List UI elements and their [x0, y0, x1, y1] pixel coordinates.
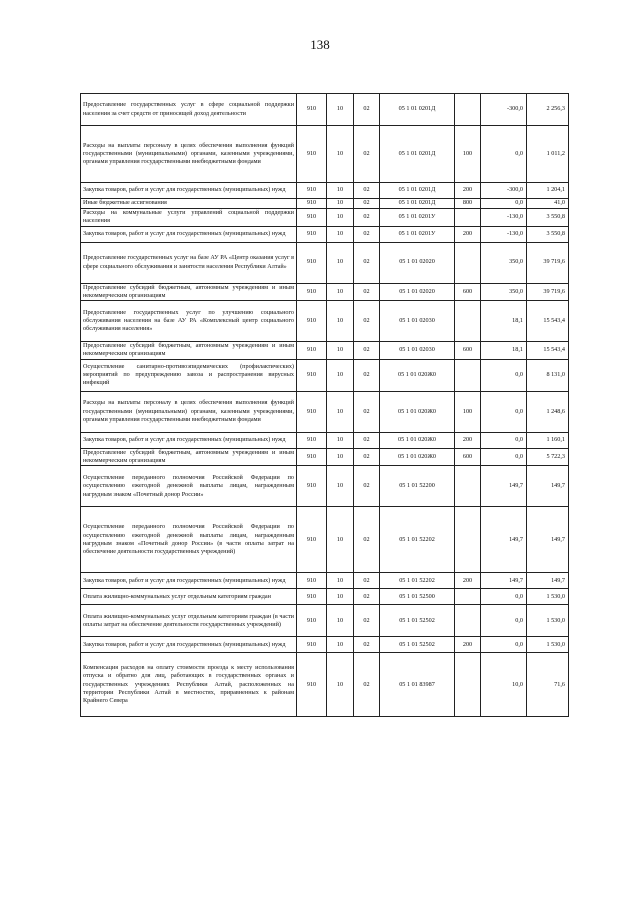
- expense-type-cell: 200: [455, 573, 481, 589]
- subsection-code-cell: 02: [354, 653, 380, 717]
- ministry-code-cell: 910: [297, 209, 327, 227]
- table-row: [81, 242, 569, 283]
- table-row: [81, 342, 569, 360]
- target-article-cell: 05 1 01 0201Д: [380, 126, 455, 183]
- section-code-cell: 10: [327, 283, 354, 301]
- amount-total-cell: 8 131,0: [527, 359, 569, 391]
- ministry-code-cell: 910: [297, 448, 327, 466]
- subsection-code-cell: 02: [354, 342, 380, 360]
- expense-name-cell: Закупка товаров, работ и услуг для государственных (муниципальных) нужд: [81, 637, 297, 653]
- amount-change-cell: -130,0: [481, 226, 527, 242]
- table-row: [81, 209, 569, 227]
- target-article-cell: 05 1 01 0201У: [380, 226, 455, 242]
- amount-change-cell: 0,0: [481, 637, 527, 653]
- table-row: [81, 199, 569, 209]
- amount-total-cell: 5 722,3: [527, 448, 569, 466]
- subsection-code-cell: 02: [354, 605, 380, 637]
- section-code-cell: 10: [327, 342, 354, 360]
- amount-total-cell: 1 011,2: [527, 126, 569, 183]
- amount-change-cell: 0,0: [481, 126, 527, 183]
- expense-type-cell: 200: [455, 183, 481, 199]
- expense-type-cell: 200: [455, 226, 481, 242]
- expense-name-cell: Предоставление субсидий бюджетным, автономным учреждениям и иным некоммерческим организациям: [81, 342, 297, 360]
- section-code-cell: 10: [327, 605, 354, 637]
- table-row: [81, 226, 569, 242]
- target-article-cell: 05 1 01 02020: [380, 283, 455, 301]
- ministry-code-cell: 910: [297, 183, 327, 199]
- amount-change-cell: 149,7: [481, 507, 527, 573]
- amount-change-cell: -300,0: [481, 94, 527, 126]
- amount-total-cell: 3 550,8: [527, 209, 569, 227]
- amount-total-cell: 149,7: [527, 507, 569, 573]
- section-code-cell: 10: [327, 199, 354, 209]
- section-code-cell: 10: [327, 466, 354, 507]
- subsection-code-cell: 02: [354, 199, 380, 209]
- subsection-code-cell: 02: [354, 94, 380, 126]
- amount-change-cell: 0,0: [481, 448, 527, 466]
- expense-name-cell: Оплата жилищно-коммунальных услуг отдельным категориям граждан: [81, 589, 297, 605]
- target-article-cell: 05 1 01 83987: [380, 653, 455, 717]
- subsection-code-cell: 02: [354, 466, 380, 507]
- table-row: [81, 637, 569, 653]
- amount-total-cell: 2 256,3: [527, 94, 569, 126]
- amount-total-cell: 1 160,1: [527, 432, 569, 448]
- amount-total-cell: 149,7: [527, 466, 569, 507]
- amount-total-cell: 39 719,6: [527, 283, 569, 301]
- table-row: [81, 589, 569, 605]
- section-code-cell: 10: [327, 507, 354, 573]
- table-row: [81, 605, 569, 637]
- expense-name-cell: Расходы на выплаты персоналу в целях обеспечения выполнения функций государственными (муниципальными) органами, казенными учреждениями, органами управления государственными внебюджетными фондами: [81, 126, 297, 183]
- subsection-code-cell: 02: [354, 448, 380, 466]
- expense-type-cell: [455, 589, 481, 605]
- section-code-cell: 10: [327, 637, 354, 653]
- amount-change-cell: 18,1: [481, 301, 527, 342]
- ministry-code-cell: 910: [297, 653, 327, 717]
- section-code-cell: 10: [327, 126, 354, 183]
- expense-type-cell: [455, 209, 481, 227]
- amount-total-cell: 1 204,1: [527, 183, 569, 199]
- target-article-cell: 05 1 01 52502: [380, 605, 455, 637]
- section-code-cell: 10: [327, 301, 354, 342]
- table-row: [81, 391, 569, 432]
- target-article-cell: 05 1 01 02030: [380, 301, 455, 342]
- ministry-code-cell: 910: [297, 342, 327, 360]
- amount-total-cell: 71,6: [527, 653, 569, 717]
- amount-change-cell: 149,7: [481, 466, 527, 507]
- table-row: [81, 126, 569, 183]
- expense-type-cell: [455, 359, 481, 391]
- expense-type-cell: [455, 301, 481, 342]
- amount-total-cell: 15 543,4: [527, 301, 569, 342]
- expense-name-cell: Иные бюджетные ассигнования: [81, 199, 297, 209]
- amount-total-cell: 3 550,8: [527, 226, 569, 242]
- section-code-cell: 10: [327, 94, 354, 126]
- target-article-cell: 05 1 01 52500: [380, 589, 455, 605]
- table-row: [81, 283, 569, 301]
- table-row: [81, 94, 569, 126]
- ministry-code-cell: 910: [297, 242, 327, 283]
- subsection-code-cell: 02: [354, 183, 380, 199]
- section-code-cell: 10: [327, 183, 354, 199]
- section-code-cell: 10: [327, 653, 354, 717]
- amount-change-cell: 350,0: [481, 283, 527, 301]
- subsection-code-cell: 02: [354, 359, 380, 391]
- ministry-code-cell: 910: [297, 432, 327, 448]
- subsection-code-cell: 02: [354, 391, 380, 432]
- table-row: [81, 448, 569, 466]
- subsection-code-cell: 02: [354, 209, 380, 227]
- ministry-code-cell: 910: [297, 301, 327, 342]
- target-article-cell: 05 1 01 020Ж0: [380, 359, 455, 391]
- budget-rows: [81, 94, 569, 717]
- expense-name-cell: Осуществление переданного полномочия Российской Федерации по осуществлению ежегодной денежной выплаты лицам, награжденным нагрудным знаком «Почетный донор России» (в части оплаты затрат на обеспечение деятельности государственных учреждений): [81, 507, 297, 573]
- section-code-cell: 10: [327, 448, 354, 466]
- target-article-cell: 05 1 01 02030: [380, 342, 455, 360]
- expense-type-cell: 100: [455, 391, 481, 432]
- amount-change-cell: -130,0: [481, 209, 527, 227]
- expense-type-cell: [455, 605, 481, 637]
- expense-type-cell: 800: [455, 199, 481, 209]
- subsection-code-cell: 02: [354, 507, 380, 573]
- target-article-cell: 05 1 01 0201Д: [380, 183, 455, 199]
- section-code-cell: 10: [327, 589, 354, 605]
- ministry-code-cell: 910: [297, 589, 327, 605]
- table-row: [81, 432, 569, 448]
- expense-type-cell: [455, 94, 481, 126]
- ministry-code-cell: 910: [297, 466, 327, 507]
- subsection-code-cell: 02: [354, 432, 380, 448]
- amount-total-cell: 41,0: [527, 199, 569, 209]
- expense-type-cell: 600: [455, 283, 481, 301]
- expense-type-cell: 200: [455, 432, 481, 448]
- expense-name-cell: Оплата жилищно-коммунальных услуг отдельным категориям граждан (в части оплаты затрат на обеспечение деятельности государственных учреждений): [81, 605, 297, 637]
- expense-type-cell: [455, 466, 481, 507]
- expense-name-cell: Предоставление государственных услуг по улучшению социального обслуживания населения на базе АУ РА «Комплексный центр социального обслуживания населения»: [81, 301, 297, 342]
- expense-name-cell: Закупка товаров, работ и услуг для государственных (муниципальных) нужд: [81, 573, 297, 589]
- target-article-cell: 05 1 01 0201Д: [380, 199, 455, 209]
- amount-change-cell: 0,0: [481, 605, 527, 637]
- ministry-code-cell: 910: [297, 507, 327, 573]
- ministry-code-cell: 910: [297, 391, 327, 432]
- table-row: [81, 573, 569, 589]
- amount-total-cell: 15 543,4: [527, 342, 569, 360]
- subsection-code-cell: 02: [354, 573, 380, 589]
- target-article-cell: 05 1 01 52202: [380, 507, 455, 573]
- table-row: [81, 301, 569, 342]
- section-code-cell: 10: [327, 226, 354, 242]
- amount-change-cell: 0,0: [481, 199, 527, 209]
- expense-type-cell: [455, 242, 481, 283]
- ministry-code-cell: 910: [297, 605, 327, 637]
- expense-type-cell: [455, 653, 481, 717]
- table-row: [81, 507, 569, 573]
- expense-type-cell: 600: [455, 448, 481, 466]
- amount-total-cell: 1 530,0: [527, 637, 569, 653]
- ministry-code-cell: 910: [297, 126, 327, 183]
- ministry-code-cell: 910: [297, 359, 327, 391]
- target-article-cell: 05 1 01 52200: [380, 466, 455, 507]
- subsection-code-cell: 02: [354, 589, 380, 605]
- table-row: [81, 359, 569, 391]
- ministry-code-cell: 910: [297, 637, 327, 653]
- amount-total-cell: 1 530,0: [527, 605, 569, 637]
- target-article-cell: 05 1 01 52202: [380, 573, 455, 589]
- amount-change-cell: 0,0: [481, 359, 527, 391]
- amount-total-cell: 1 248,6: [527, 391, 569, 432]
- ministry-code-cell: 910: [297, 94, 327, 126]
- ministry-code-cell: 910: [297, 199, 327, 209]
- section-code-cell: 10: [327, 359, 354, 391]
- expense-name-cell: Предоставление государственных услуг в сфере социальной поддержки населения за счет средств от приносящей доход деятельности: [81, 94, 297, 126]
- ministry-code-cell: 910: [297, 283, 327, 301]
- section-code-cell: 10: [327, 432, 354, 448]
- subsection-code-cell: 02: [354, 242, 380, 283]
- expense-type-cell: [455, 507, 481, 573]
- target-article-cell: 05 1 01 0201У: [380, 209, 455, 227]
- amount-total-cell: 39 719,6: [527, 242, 569, 283]
- expense-name-cell: Осуществление переданного полномочия Российской Федерации по осуществлению ежегодной денежной выплаты лицам, награжденным нагрудным знаком «Почетный донор России»: [81, 466, 297, 507]
- expense-name-cell: Предоставление субсидий бюджетным, автономным учреждениям и иным некоммерческим организациям: [81, 448, 297, 466]
- target-article-cell: 05 1 01 020Ж0: [380, 391, 455, 432]
- subsection-code-cell: 02: [354, 226, 380, 242]
- ministry-code-cell: 910: [297, 226, 327, 242]
- target-article-cell: 05 1 01 52502: [380, 637, 455, 653]
- target-article-cell: 05 1 01 020Ж0: [380, 432, 455, 448]
- target-article-cell: 05 1 01 020Ж0: [380, 448, 455, 466]
- ministry-code-cell: 910: [297, 573, 327, 589]
- expense-name-cell: Закупка товаров, работ и услуг для государственных (муниципальных) нужд: [81, 226, 297, 242]
- amount-change-cell: 350,0: [481, 242, 527, 283]
- expense-name-cell: Предоставление субсидий бюджетным, автономным учреждениям и иным некоммерческим организациям: [81, 283, 297, 301]
- expense-name-cell: Расходы на коммунальные услуги управлений социальной поддержки населения: [81, 209, 297, 227]
- amount-change-cell: 18,1: [481, 342, 527, 360]
- page-number: 138: [310, 37, 330, 52]
- table-row: [81, 653, 569, 717]
- subsection-code-cell: 02: [354, 126, 380, 183]
- subsection-code-cell: 02: [354, 637, 380, 653]
- expense-name-cell: Закупка товаров, работ и услуг для государственных (муниципальных) нужд: [81, 183, 297, 199]
- subsection-code-cell: 02: [354, 301, 380, 342]
- expense-name-cell: Закупка товаров, работ и услуг для государственных (муниципальных) нужд: [81, 432, 297, 448]
- section-code-cell: 10: [327, 391, 354, 432]
- table-row: [81, 466, 569, 507]
- amount-total-cell: 149,7: [527, 573, 569, 589]
- target-article-cell: 05 1 01 02020: [380, 242, 455, 283]
- amount-change-cell: 0,0: [481, 391, 527, 432]
- amount-change-cell: 10,0: [481, 653, 527, 717]
- amount-change-cell: 0,0: [481, 589, 527, 605]
- target-article-cell: 05 1 01 0201Д: [380, 94, 455, 126]
- expense-type-cell: 600: [455, 342, 481, 360]
- expense-type-cell: 200: [455, 637, 481, 653]
- amount-change-cell: 149,7: [481, 573, 527, 589]
- subsection-code-cell: 02: [354, 283, 380, 301]
- expense-name-cell: Компенсация расходов на оплату стоимости проезда к месту использования отпуска и обратно для лиц, работающих в государственных органах и государственных учреждениях Республики Алтай, расположенных на территории Республики Алтай в местностях, приравненных к районам Крайнего Севера: [81, 653, 297, 717]
- budget-table: [80, 93, 569, 717]
- expense-name-cell: Предоставление государственных услуг на базе АУ РА «Центр оказания услуг в сфере социального обслуживания и занятости населения Республики Алтай»: [81, 242, 297, 283]
- amount-change-cell: 0,0: [481, 432, 527, 448]
- section-code-cell: 10: [327, 209, 354, 227]
- section-code-cell: 10: [327, 573, 354, 589]
- section-code-cell: 10: [327, 242, 354, 283]
- expense-name-cell: Расходы на выплаты персоналу в целях обеспечения выполнения функций государственными (муниципальными) органами, казенными учреждениями, органами управления государственными внебюджетными фондами: [81, 391, 297, 432]
- expense-name-cell: Осуществление санитарно-противоэпидемических (профилактических) мероприятий по предупреждению завоза и распространения вирусных инфекций: [81, 359, 297, 391]
- amount-total-cell: 1 530,0: [527, 589, 569, 605]
- expense-type-cell: 100: [455, 126, 481, 183]
- amount-change-cell: -300,0: [481, 183, 527, 199]
- table-row: [81, 183, 569, 199]
